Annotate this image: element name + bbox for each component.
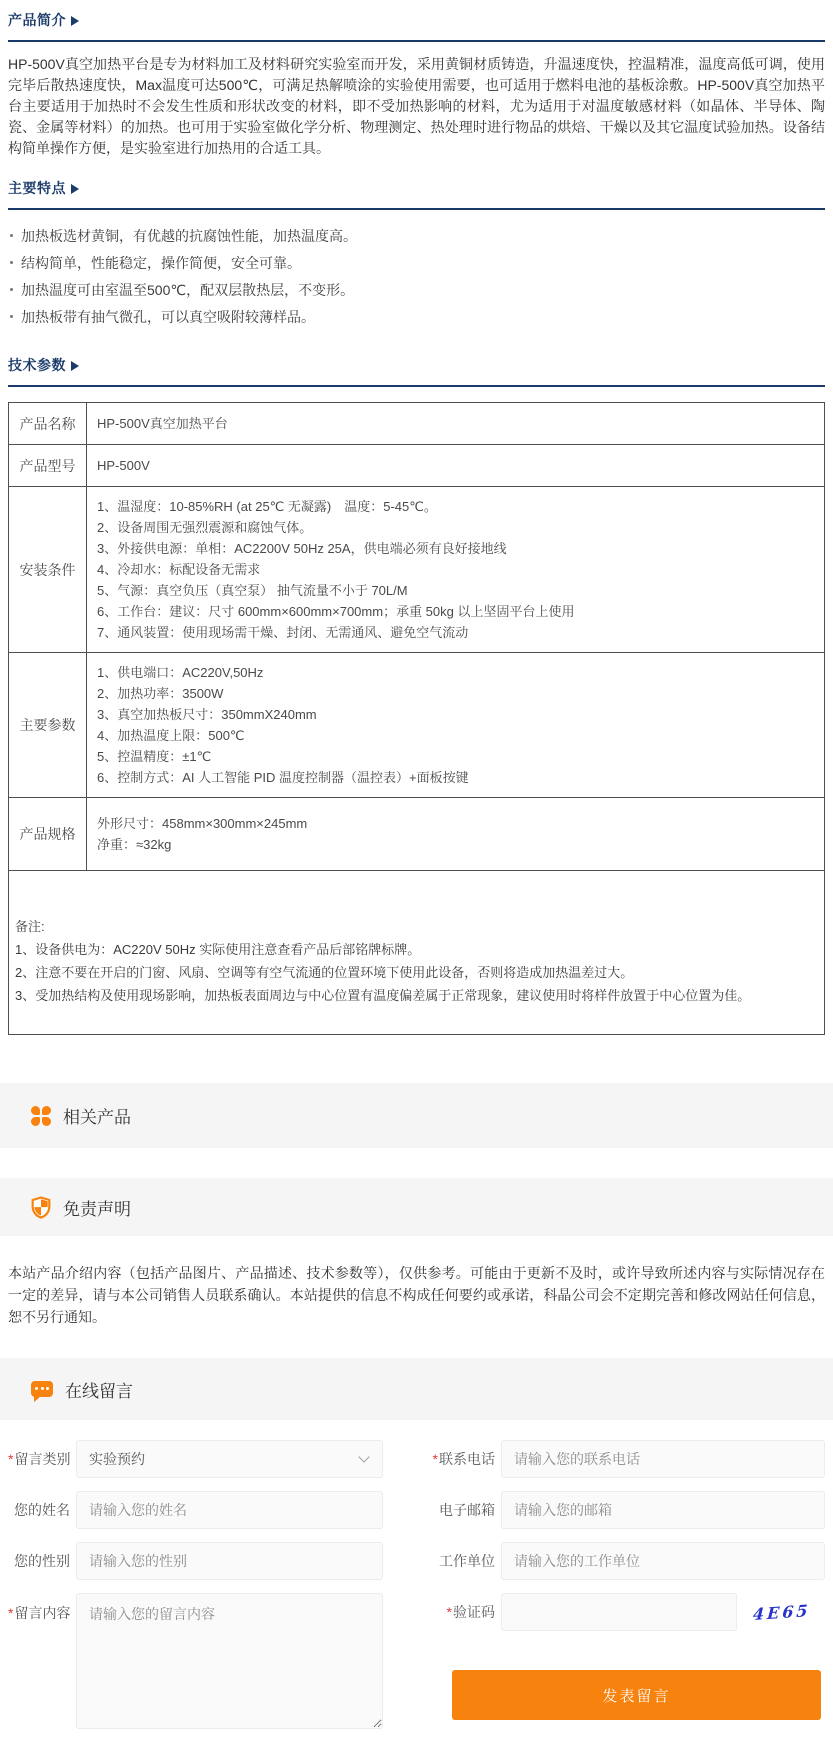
online-message-header [0,1358,833,1420]
feature-item: 结构简单，性能稳定，操作简便，安全可靠。 [8,250,825,277]
cell-value: HP-500V [97,458,150,473]
required-marker: * [8,1605,14,1621]
chevron-down-icon [358,1451,369,1462]
feature-item: 加热温度可由室温至500℃，配双层散热层，不变形。 [8,277,825,304]
feature-list [8,223,825,331]
row-label: 产品名称 [9,403,87,445]
disclaimer-title: 免责声明 [63,1199,131,1219]
form-row-phone [407,1440,825,1478]
feature-item: 加热板选材黄铜，有优越的抗腐蚀性能，加热温度高。 [8,223,825,250]
cell-line: 2、加热功率：3500W [97,686,224,701]
disclaimer-text: 本站产品介绍内容（包括产品图片、产品描述、技术参数等），仅供参考。可能由于更新不及时，或许导致所述内容与实际情况存在一定的差异，请与本公司销售人员联系确认。本站提供的信息不构成任何要约或承诺，科晶公司会不定期完善和修改网站任何信息，恕不另行通知。 [8,1265,825,1325]
form-column-left [8,1440,383,1742]
notes-line: 2、注意不要在开启的门窗、风扇、空调等有空气流通的位置环境下使用此设备，否则将造成加热温差过大。 [15,965,634,980]
name-input[interactable] [76,1491,383,1529]
row-label: 产品规格 [9,798,87,871]
phone-input[interactable] [501,1440,825,1478]
email-input[interactable] [501,1491,825,1529]
captcha-image[interactable]: 4E65 [752,1600,812,1624]
form-column-right [407,1440,825,1742]
section-divider [8,208,825,210]
table-row [9,653,825,798]
table-row [9,798,825,871]
arrow-right-icon [71,361,79,371]
online-message-title: 在线留言 [65,1381,133,1401]
category-selected-value: 实验预约 [89,1451,145,1467]
message-content-textarea[interactable] [76,1593,383,1729]
captcha-input[interactable] [501,1593,737,1631]
table-notes-row [9,871,825,1035]
table-row [9,487,825,653]
row-label: 产品型号 [9,445,87,487]
captcha-label: *验证码 [446,1604,495,1620]
cell-line: 6、工作台：建议：尺寸 600mm×600mm×700mm；承重 50kg 以上坚固平台上使用 [97,604,575,619]
company-label: 工作单位 [439,1553,495,1569]
required-marker: * [8,1451,14,1467]
section-header-specs [8,345,825,375]
table-row [9,403,825,445]
cell-line: 7、通风装置：使用现场需干燥、封闭、无需通风、避免空气流动 [97,625,469,640]
category-select[interactable] [76,1440,383,1478]
cell-line: 3、外接供电源：单相：AC2200V 50Hz 25A，供电端必须有良好接地线 [97,541,507,556]
cell-line: 5、控温精度：±1℃ [97,749,212,764]
notes-line: 1、设备供电为：AC220V 50Hz 实际使用注意查看产品后部铭牌标牌。 [15,942,421,957]
cell-line: 4、加热温度上限：500℃ [97,728,245,743]
cell-value: HP-500V真空加热平台 [97,416,228,431]
section-features [0,168,833,331]
form-row-category [8,1440,383,1478]
gender-input[interactable] [76,1542,383,1580]
form-row-captcha [407,1593,825,1631]
phone-label: *联系电话 [432,1451,495,1467]
section-title-specs: 技术参数 [8,357,66,373]
email-label: 电子邮箱 [439,1502,495,1518]
related-products-title: 相关产品 [63,1108,131,1127]
bullet-dot-icon [10,234,13,237]
shield-icon [31,1196,51,1219]
name-label: 您的姓名 [14,1502,70,1518]
cell-line: 6、控制方式：AI 人工智能 PID 温度控制器（温控表）+面板按键 [97,770,469,785]
specs-table [8,402,825,1035]
section-title-intro: 产品简介 [8,12,66,28]
cell-line: 1、温湿度：10-85%RH (at 25℃ 无凝露) 温度：5-45℃。 [97,499,437,514]
row-label: 主要参数 [9,653,87,798]
table-row [9,445,825,487]
form-row-email [407,1491,825,1529]
section-divider [8,40,825,42]
required-marker: * [446,1604,452,1620]
company-input[interactable] [501,1542,825,1580]
feature-item: 加热板带有抽气微孔，可以真空吸附较薄样品。 [8,304,825,331]
bullet-dot-icon [10,315,13,318]
required-marker: * [432,1451,438,1467]
arrow-right-icon [71,184,79,194]
section-header-features [8,168,825,198]
bullet-dot-icon [10,288,13,291]
category-label: *留言类别 [8,1451,71,1467]
cell-line: 3、真空加热板尺寸：350mmX240mm [97,707,317,722]
bullet-dot-icon [10,261,13,264]
content-label: *留言内容 [8,1605,71,1621]
gender-label: 您的性别 [14,1553,70,1569]
cell-line: 净重：≈32kg [97,837,172,852]
section-intro [0,0,833,159]
intro-paragraph: HP-500V真空加热平台是专为材料加工及材料研究实验室而开发，采用黄铜材质铸造，升温速度快，控温精准，温度高低可调，使用完毕后散热速度快，Max温度可达500℃，可满足热解喷涂的实验使用需要，也可适用于燃料电池的基板涂敷。HP-500V真空加热平台主要适用于加热时不会发生性质和形状改变的材料，即不受加热影响的材料，尤为适用于对温度敏感材料（如晶体、半导体、陶瓷、金属等材料）的加热。也可用于实验室做化学分析、物理测定、热处理时进行物品的烘焙、干燥以及其它温度试验加热。设备结构简单操作方便，是实验室进行加热用的合适工具。 [8,56,825,156]
form-row-name [8,1491,383,1529]
form-row-company [407,1542,825,1580]
arrow-right-icon [71,16,79,26]
chat-bubble-icon [31,1381,53,1397]
cell-line: 2、设备周围无强烈震源和腐蚀气体。 [97,520,313,535]
section-header-intro [8,0,825,30]
related-products-header [0,1083,833,1148]
notes-title: 备注: [15,919,45,934]
row-label: 安装条件 [9,487,87,653]
clover-icon [31,1106,51,1126]
cell-line: 4、冷却水：标配设备无需求 [97,562,261,577]
section-divider [8,385,825,387]
submit-message-button[interactable]: 发表留言 [452,1670,821,1720]
cell-line: 5、气源：真空负压（真空泵） 抽气流量不小于 70L/M [97,583,408,598]
form-row-content [8,1593,383,1729]
message-form [8,1440,825,1742]
notes-line: 3、受加热结构及使用现场影响，加热板表面周边与中心位置有温度偏差属于正常现象，建议使用时将样件放置于中心位置为佳。 [15,988,751,1003]
cell-line: 1、供电端口：AC220V,50Hz [97,665,264,680]
section-title-features: 主要特点 [8,180,66,196]
section-specs [0,345,833,1035]
cell-line: 外形尺寸：458mm×300mm×245mm [97,816,308,831]
form-row-gender [8,1542,383,1580]
disclaimer-header [0,1178,833,1236]
